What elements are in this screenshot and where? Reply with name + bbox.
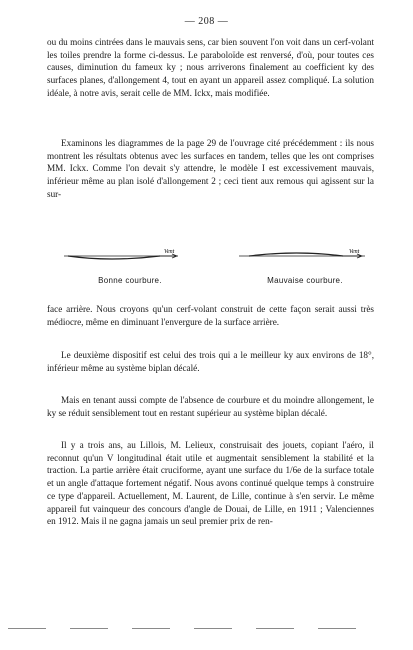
vent-label: Vent [349, 249, 360, 255]
vent-label: Vent [164, 249, 175, 255]
figure-bad-curvature [235, 236, 375, 292]
figure-caption-good: Bonne courbure. [98, 276, 162, 285]
footer-rules [0, 628, 413, 634]
paragraph-5: Il y a trois ans, au Lillois, M. Lelieux, construisait des jouets, copiant l'aéro, il reconnut qu'un V longitudinal était utile et augmentait sensiblement la stabilité et la traction. La partie arrière était cruciforme, ayant une surface du 1/6e de la surface totale et un angle d'attaque fortement négatif. Nous avons continué quelque temps à construire ce type d'appareil. Actuellement, M. Laurent, de Lille, continue à s'en servir. Le même appareil fut vainqueur des concours d'angle de Douai, de Lille, en 1911 ; Valenciennes en 1912. Mais il ne gagna jamais un seul premier prix de ren- [47, 440, 374, 527]
paragraph-3: Le deuxième dispositif est celui des trois qui a le meilleur ky aux environs de 18°, inférieur même au système biplan décalé. [47, 350, 374, 373]
figure-good-curvature [60, 236, 200, 292]
good-curvature-diagram [60, 236, 200, 270]
footer-rule [256, 628, 294, 629]
paragraph-2: Examinons les diagrammes de la page 29 de l'ouvrage cité précédemment : ils nous montrent les résultats obtenus avec les surfaces en tandem, telles que les ont comprises MM. Ickx. Comme l'on devait s'y attendre, le modèle I est excessivement mauvais, inférieur même au plan isolé d'allongement 2 ; ceci tient aux remous qui agissent sur la sur- [47, 138, 374, 199]
footer-rule [318, 628, 356, 629]
paragraph-4: Mais en tenant aussi compte de l'absence de courbure et du moindre allongement, le ky se réduit sensiblement tout en restant supérieur au système biplan décalé. [47, 395, 374, 418]
footer-rule [194, 628, 232, 629]
paragraph-2-tail: face arrière. Nous croyons qu'un cerf-volant construit de cette façon serait aussi très médiocre, même en diminuant l'envergure de la surface arrière. [47, 304, 374, 327]
footer-rule [132, 628, 170, 629]
footer-rule [70, 628, 108, 629]
footer-rule [8, 628, 46, 629]
page-number: — 208 — [184, 16, 229, 27]
figure-caption-bad: Mauvaise courbure. [267, 276, 343, 285]
paragraph-1: ou du moins cintrées dans le mauvais sens, car bien souvent l'on voit dans un cerf-volant les toiles prendre la forme ci-dessus. Le paraboloïde est renversé, d'où, pour toutes ces causes, diminution du fameux ky ; nous arriverons finalement au coefficient ky des surfaces planes, d'allongement 4, tout en ayant un appareil assez compliqué. La solution idéale, à notre avis, serait celle de MM. Ickx, mais modifiée. [47, 37, 374, 98]
paragraph-2-continued [47, 303, 374, 343]
bad-curvature-diagram [235, 236, 375, 270]
curvature-figures [60, 236, 380, 292]
